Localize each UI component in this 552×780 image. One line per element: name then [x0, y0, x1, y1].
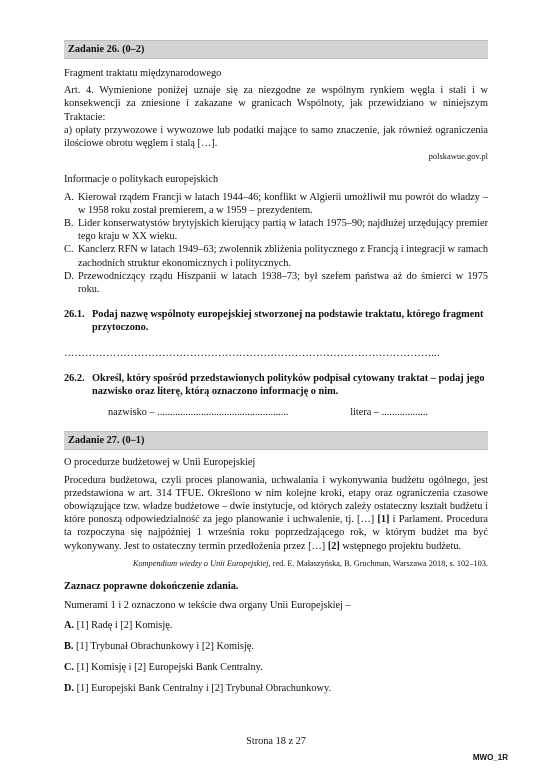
- question-26-1: [64, 308, 488, 334]
- treaty-article-point-a: a) opłaty przywozowe i wywozowe lub podatki mające to samo znaczenie, jak również ograniczenia ilościowe obrotu węglem i stalą […].: [64, 124, 488, 150]
- question-text: Określ, który spośród przedstawionych polityków podpisał cytowany traktat – podaj jego nazwisko oraz literę, którą oznaczono informację o nim.: [92, 372, 485, 398]
- task-27-instruction: Zaznacz poprawne dokończenie zdania.: [64, 581, 239, 593]
- budget-text-title: O procedurze budżetowej w Unii Europejskiej: [64, 457, 256, 469]
- option-text: [1] Radę i [2] Komisję.: [74, 619, 173, 631]
- question-number: 26.1.: [64, 309, 85, 321]
- politicians-list: [64, 191, 488, 297]
- option-text: [1] Europejski Bank Centralny i [2] Trybunał Obrachunkowy.: [74, 683, 332, 695]
- politician-label: B.: [64, 218, 74, 230]
- task-26-header: Zadanie 26. (0–2): [64, 40, 488, 59]
- page-number: Strona 18 z 27: [246, 736, 306, 747]
- politician-text: Kierował rządem Francji w latach 1944–46; konflikt w Algierii umożliwił mu powrót do władzy – w 1958 roku został premierem, a w 1959 – prezydentem.: [78, 191, 488, 216]
- politician-text: Kanclerz RFN w latach 1949–63; zwolennik zbliżenia politycznego z Francją i integracji w ramach zachodnich struktur ekonomicznych i politycznych.: [78, 244, 488, 269]
- surname-field[interactable]: nazwisko – ...................................................: [108, 407, 289, 419]
- politician-item: [64, 217, 488, 243]
- budget-text-source: [64, 557, 488, 570]
- politician-item: [64, 270, 488, 296]
- politician-label: A.: [64, 191, 75, 203]
- answer-option-a[interactable]: [64, 619, 488, 632]
- source-book-title: Kompendium wiedzy o Unii Europejskiej: [132, 558, 269, 568]
- treaty-source-title: Fragment traktatu międzynarodowego: [64, 68, 222, 79]
- exam-code: MWO_1R: [472, 753, 508, 762]
- letter-field[interactable]: litera – ..................: [350, 407, 428, 419]
- option-text: [1] Komisję i [2] Europejski Bank Centralny.: [74, 661, 263, 673]
- politician-text: Lider konserwatystów brytyjskich kierujący partią w latach 1975–90; najdłużej urzędujący premier tego kraju w XX wieku.: [78, 218, 488, 243]
- source-details: , red. E. Małaszyńska, B. Gruchman, Warszawa 2018, s. 102–103.: [268, 558, 488, 568]
- answer-option-b[interactable]: [64, 640, 488, 653]
- budget-text-part-1: Procedura budżetowa, czyli proces planowania, uchwalania i wykonywania budżetu ogólnego, jest przedstawiona w art. 314 TFUE. Określono w nim kolejne kroki, etapy oraz ograniczenia czasowe obowiązujące tzw. władze budżetowe – dwie instytucje, od których zależy ostateczny kształt budżetu i które ponoszą odpowiedzialność za jego planowanie i uchwalenie, tj. […]: [64, 474, 488, 526]
- question-text: Podaj nazwę wspólnoty europejskiej stworzonej na podstawie traktatu, którego fragment przytoczono.: [92, 309, 484, 334]
- politician-text: Przewodniczący rządu Hiszpanii w latach 1938–73; był szefem państwa aż do śmierci w 1975 roku.: [78, 270, 488, 296]
- budget-text-part-2: i Parlament. Procedura ta rozpoczyna się najpóźniej 1 września roku poprzedzającego rok, w którym budżet ma być wykonywany. Jest to ostateczny termin przedłożenia przez […]: [64, 514, 488, 552]
- question-number: 26.2.: [64, 372, 85, 384]
- politician-item: [64, 243, 488, 269]
- treaty-article-text: Art. 4. Wymienione poniżej uznaje się za niezgodne ze wspólnym rynkiem węgla i stali i w konsekwencji za zniesione i zakazane w granicach Wspólnoty, jak przewidziano w niniejszym Traktacie:: [64, 85, 488, 123]
- answer-fields-26-2: [64, 406, 488, 419]
- answer-line-26-1[interactable]: ……………………………………………………………………………………………...: [64, 347, 440, 359]
- budget-text-body: [64, 474, 488, 553]
- answer-option-d[interactable]: [64, 682, 488, 695]
- task-27-stem: Numerami 1 i 2 oznaczono w tekście dwa organy Unii Europejskiej –: [64, 600, 351, 612]
- task-27-header: Zadanie 27. (0–1): [64, 431, 488, 450]
- marker-1: [1]: [377, 514, 390, 526]
- question-26-2: [64, 372, 488, 398]
- option-letter: A.: [64, 619, 75, 631]
- politician-label: C.: [64, 244, 74, 256]
- option-letter: B.: [64, 640, 74, 652]
- politician-label: D.: [64, 270, 75, 282]
- politicians-info-title: Informacje o politykach europejskich: [64, 174, 219, 186]
- marker-2: [2]: [327, 540, 340, 552]
- option-text: [1] Trybunał Obrachunkowy i [2] Komisję.: [73, 640, 254, 652]
- budget-text-part-3: wstępnego projektu budżetu.: [339, 540, 462, 552]
- treaty-source-ref: polskawue.gov.pl: [428, 151, 488, 162]
- politician-item: [64, 191, 488, 217]
- option-letter: D.: [64, 683, 75, 695]
- answer-option-c[interactable]: [64, 661, 488, 674]
- exam-page: [64, 40, 488, 695]
- option-letter: C.: [64, 661, 75, 673]
